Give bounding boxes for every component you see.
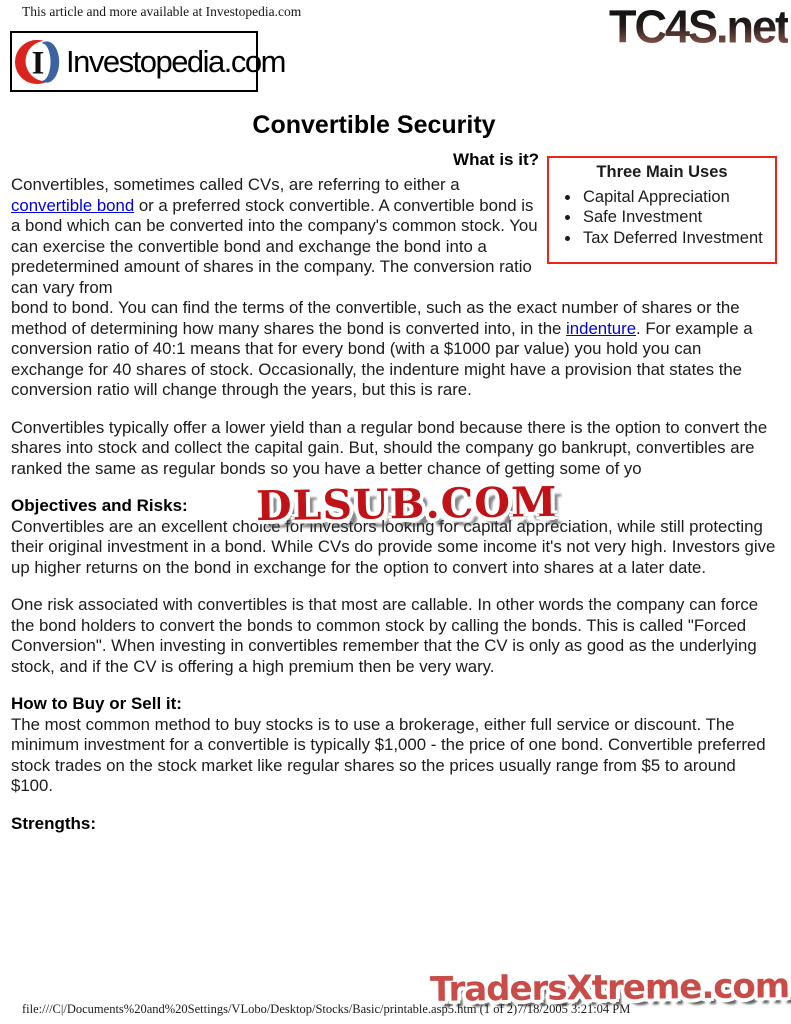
- svg-text:I: I: [31, 45, 45, 82]
- paragraph-objectives: Convertibles are an excellent choice for investors looking for capital appreciation, while still protecting their original investment in a bond. While CVs do provide some income it's not very high. Investors give up higher returns on the bond in exchange for the option to convert into shares at a later date.: [11, 516, 776, 577]
- uses-list-item: • Capital Appreciation: [581, 187, 775, 208]
- objectives-and-risks-heading: Objectives and Risks:: [11, 496, 188, 515]
- paragraph-text: . For example a conversion ratio of 40:1 means that for every bond (with a $1000 par value) you hold you can exchange for 40 shares of stock. Occasionally, the indenture might have a provision that states the conversion ratio will change through the years, but this is rare.: [11, 318, 753, 399]
- how-to-buy-heading: How to Buy or Sell it:: [11, 694, 182, 713]
- investopedia-logo: [10, 31, 285, 92]
- paragraph-conversion-ratio: [11, 298, 777, 401]
- indenture-link[interactable]: indenture: [566, 318, 637, 338]
- uses-box-title: Three Main Uses: [596, 163, 728, 181]
- dlsub-watermark: DLSUB.COM: [255, 477, 558, 531]
- paragraph-text: bond to bond. You can find the terms of the convertible, such as the exact number of shares or the method of determining how many shares the bond is converted into, in the: [11, 298, 740, 338]
- investopedia-globe-icon: [14, 37, 64, 87]
- three-main-uses-box: [547, 156, 777, 264]
- tc4s-watermark: TC4S.net: [608, 0, 788, 53]
- article-content: [0, 104, 791, 834]
- paragraph-callable-risk: One risk associated with convertibles is that most are callable. In other words the company can force the bond holders to convert the bonds to common stock by calling the bonds. This is called "Forced Conversion". When investing in convertibles remember that the CV is only as good as the underlying stock, and if the CV is offering a high premium then be very wary.: [11, 595, 759, 676]
- what-is-it-heading: What is it?: [453, 150, 539, 169]
- uses-list-item: • Tax Deferred Investment: [581, 228, 775, 249]
- uses-list: [549, 187, 775, 249]
- paragraph-yield: Convertibles typically offer a lower yield than a regular bond because there is the option to convert the shares into stock and collect the capital gain. But, should the company go bankrupt, convertibles are ranked the same as regular bonds so you have a better chance of getting some of yo: [11, 417, 768, 478]
- print-footer-path: file:///C|/Documents%20and%20Settings/VLobo/Desktop/Stocks/Basic/printable.asp5.htm (1 of 2)7/18/2005 3:21:04 PM: [22, 1002, 631, 1016]
- page-title: Convertible Security: [252, 111, 496, 139]
- header-note: This article and more available at Investopedia.com: [22, 4, 302, 19]
- paragraph-text: or a preferred stock convertible. A convertible bond is a bond which can be converted into the company's common stock. You can exercise the convertible bond and exchange the bond into a predetermined amount of shares in the company. The conversion ratio can vary from: [11, 195, 538, 297]
- paragraph-text: Convertibles, sometimes called CVs, are referring to either a: [11, 175, 460, 194]
- uses-list-item: • Safe Investment: [581, 207, 775, 228]
- strengths-heading: Strengths:: [11, 813, 96, 833]
- investopedia-logo-text: Investopedia.com: [66, 43, 285, 79]
- paragraph-how-to-buy: The most common method to buy stocks is to use a brokerage, either full service or discount. The minimum investment for a convertible is typically $1,000 - the price of one bond. Convertible preferred stock trades on the stock market like regular shares so the prices usually range from $5 to around $100.: [11, 714, 766, 795]
- convertible-bond-link[interactable]: convertible bond: [11, 195, 135, 215]
- tradersxtreme-watermark: TradersXtreme.com: [429, 966, 790, 1010]
